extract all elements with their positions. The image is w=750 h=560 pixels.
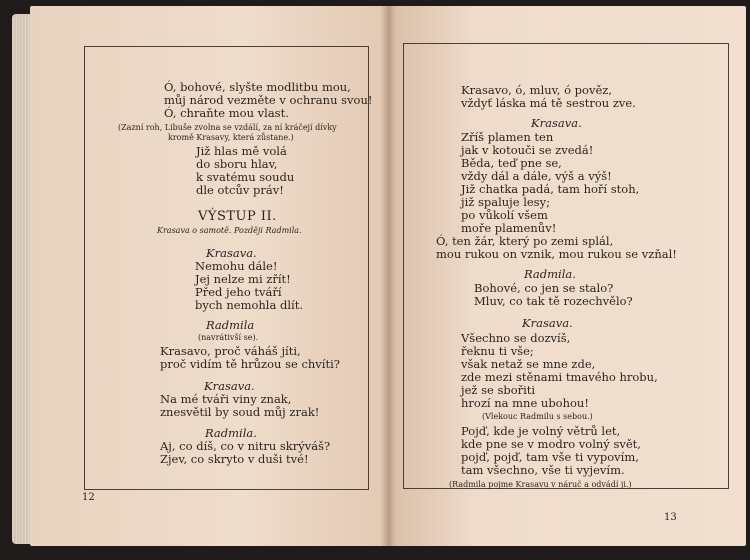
speaker-name: Radmila (206, 318, 255, 332)
verse-line: Pojď, kde je volný větrů let, (461, 424, 621, 438)
scene-description: Krasava o samotě. Později Radmila. (157, 226, 302, 235)
verse-line: proč vidím tě hrůzou se chvíti? (160, 357, 340, 371)
verse-line: hrozí na mne ubohou! (461, 396, 589, 410)
verse-line: vždyť láska má tě sestrou zve. (461, 96, 636, 110)
page-number: 12 (82, 492, 95, 503)
verse-line: Běda, teď pne se, (461, 156, 562, 170)
verse-line: zde mezi stěnami tmavého hrobu, (461, 370, 658, 384)
verse-line: Zjev, co skryto v duši tvé! (160, 452, 309, 466)
verse-line: znesvětil by soud můj zrak! (160, 405, 320, 419)
verse-line: tam všechno, vše ti vyjevím. (461, 463, 625, 477)
page-edges (12, 14, 32, 544)
stage-direction: (Radmila pojme Krasavu v náruč a odvádí ji.) (449, 480, 632, 489)
verse-line: však netaž se mne zde, (461, 357, 596, 371)
verse-line: již spaluje lesy; (461, 195, 550, 209)
verse-line: Krasavo, proč váháš jíti, (160, 344, 301, 358)
stage-direction: kromě Krasavy, která zůstane.) (168, 133, 294, 142)
verse-line: Nemohu dále! (195, 259, 278, 273)
speaker-name: Radmila. (524, 267, 576, 281)
verse-line: Aj, co díš, co v nitru skrýváš? (160, 439, 331, 453)
verse-line: Na mé tváři viny znak, (160, 392, 292, 406)
verse-line: dle otcův práv! (196, 183, 284, 197)
stage-direction: (Vlekouc Radmilu s sebou.) (482, 412, 593, 421)
verse-line: Ó, bohové, slyšte modlitbu mou, (164, 80, 351, 94)
verse-line: kde pne se v modro volný svět, (461, 437, 641, 451)
verse-line: Již chatka padá, tam hoří stoh, (461, 182, 640, 196)
stage-direction: (navrátivší se). (198, 333, 259, 342)
verse-line: můj národ vezměte v ochranu svou! (164, 93, 373, 107)
verse-line: Ó, chraňte mou vlast. (164, 106, 289, 120)
verse-line: po vůkolí všem (461, 208, 548, 222)
left-text-frame (84, 46, 373, 490)
speaker-name: Radmila. (205, 426, 257, 440)
verse-line: pojď, pojď, tam vše ti vypovím, (461, 450, 639, 464)
speaker-name: Krasava. (522, 316, 573, 330)
verse-line: mou rukou on vznik, mou rukou se vzňal! (436, 247, 677, 261)
verse-line: jež se sbořiti (461, 383, 536, 397)
right-text-frame (403, 43, 729, 489)
verse-line: Již hlas mě volá (196, 144, 287, 158)
verse-line: Všechno se dozvíš, (461, 331, 571, 345)
verse-line: Mluv, co tak tě rozechvělo? (474, 294, 633, 308)
verse-line: do sboru hlav, (196, 157, 278, 171)
verse-line: Jej nelze mi zřít! (195, 272, 291, 286)
stage-direction: (Zazní roh, Libuše zvolna se vzdálí, za ní kráčejí dívky (118, 123, 337, 132)
verse-line: Krasavo, ó, mluv, ó pověz, (461, 83, 612, 97)
right-page (388, 6, 746, 546)
left-page (30, 6, 388, 546)
speaker-name: Krasava. (206, 246, 257, 260)
open-book (6, 4, 748, 556)
verse-line: Ó, ten žár, který po zemi splál, (436, 234, 614, 248)
verse-line: jak v kotouči se zvedá! (461, 143, 594, 157)
verse-line: moře plamenův! (461, 221, 557, 235)
page-number: 13 (664, 512, 677, 523)
book-gutter (380, 6, 396, 546)
speaker-name: Krasava. (531, 116, 582, 130)
verse-line: k svatému soudu (196, 170, 295, 184)
scene-title: VÝSTUP II. (198, 209, 277, 224)
verse-line: bych nemohla dlít. (195, 298, 303, 312)
verse-line: vždy dál a dále, výš a výš! (461, 169, 612, 183)
verse-line: Zříš plamen ten (461, 130, 554, 144)
verse-line: řeknu ti vše; (461, 344, 534, 358)
verse-line: Bohové, co jen se stalo? (474, 281, 614, 295)
speaker-name: Krasava. (204, 379, 255, 393)
verse-line: Před jeho tváří (195, 285, 282, 299)
